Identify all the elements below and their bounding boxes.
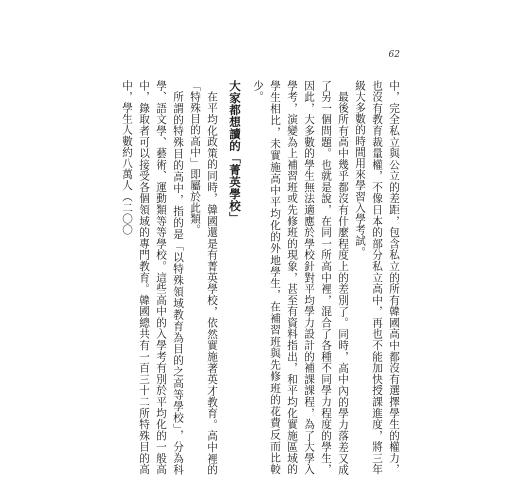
- paragraph-4: 所謂的特殊目的高中，指的是「以特殊領域教育為目的之高等學校」，分為科學、語文學、藝術、運動類等等學校。這些高中的入學考有別於平均化的一般高中，錄取者可以接受各個領域的專門教育。韓國總共有一百三十二所特殊目的高中，學生人數約八萬人（二〇〇: [121, 80, 184, 475]
- paragraph-2: 最後所有高中幾乎都沒有什麼程度上的差別了。同時，高中內的學力落差又成了另一個問題。也就是說，在同一所高中裡，混合了各種不同學力程度的學生，因此，大多數的學生無法適應於學校針對平均學力設計的補課課程，為了大學入學考，演變為上補習班或先修班的現象，甚至有資料指出，和平均化實施區域的學生相比，未實施高中平均化的外地學生，在補習班與先修班的花費反而比較少。: [252, 80, 349, 475]
- paragraph-3: 在平均化政策的同時，韓國還是有菁英學校，依然實施著英才教育。高中裡的「特殊目的高中」即屬於此類。: [189, 80, 218, 475]
- body-text: [118, 80, 402, 475]
- section-heading: 大家都想讀的「菁英學校」: [228, 80, 242, 224]
- paragraph-1: 中，完全私立與公立的差距，包含私立的所有韓國高中都沒有選擇學生的權力，也沒有教育裁量權，不像日本的部分私立高中，再也不能加快授課進度，將三年級大多數的時間用來學習入學考試。: [354, 80, 400, 475]
- page-number: 62: [388, 50, 400, 60]
